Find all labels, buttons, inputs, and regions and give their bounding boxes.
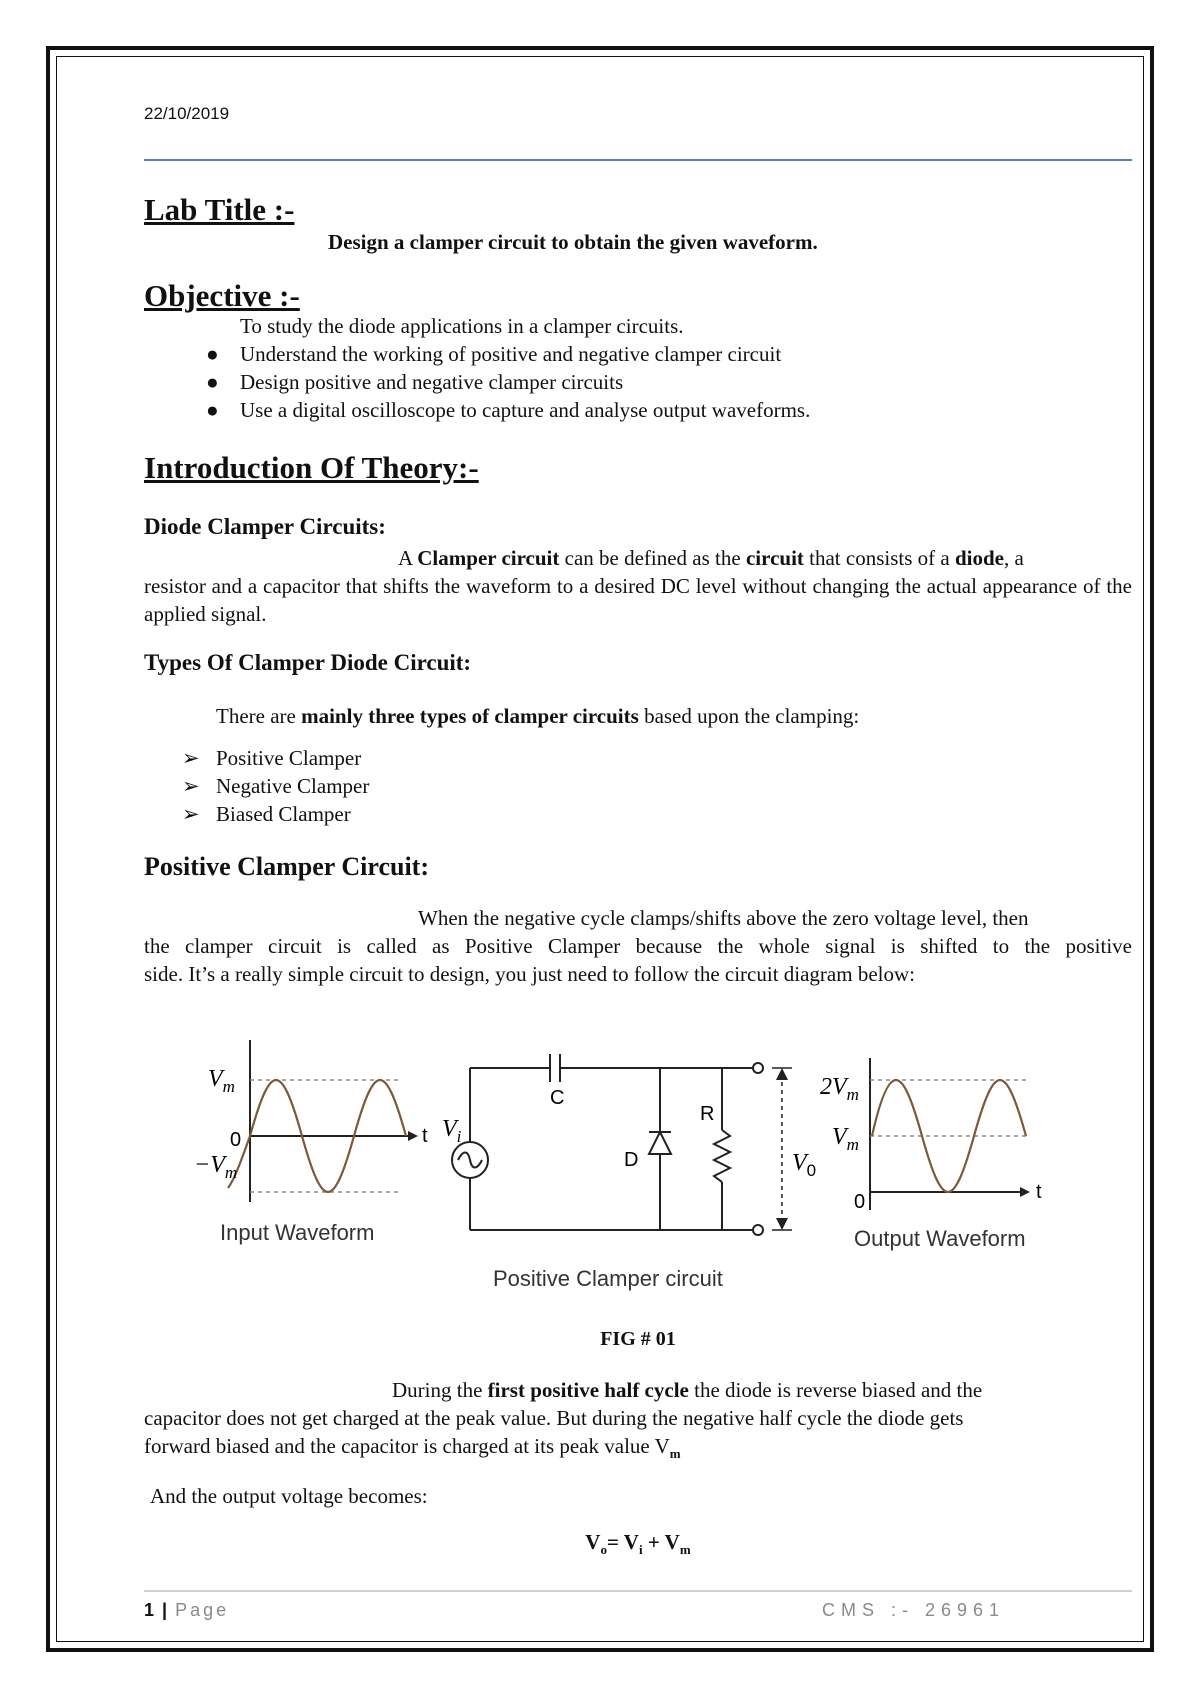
output-equation: $V_o= V_i + V_m$ bbox=[585, 1530, 691, 1558]
capacitor-label: C bbox=[550, 1087, 565, 1109]
operation-line3: forward biased and the capacitor is charged at its peak value $V_m$ bbox=[144, 1434, 681, 1462]
output-zero-label: 0 bbox=[854, 1191, 866, 1213]
objective-heading: Objective :- bbox=[144, 278, 300, 313]
output-t-label: t bbox=[1036, 1181, 1042, 1203]
bullet-icon: ● bbox=[206, 342, 219, 366]
objective-item: ● Understand the working of positive and negative clamper circuit bbox=[206, 342, 782, 366]
input-waveform-label: Input Waveform bbox=[220, 1220, 375, 1245]
clamper-circuit bbox=[452, 1054, 792, 1235]
types-intro: There are mainly three types of clamper circuits based upon the clamping: bbox=[216, 704, 860, 728]
header-rule bbox=[144, 159, 1132, 161]
types-item: ➢ Biased Clamper bbox=[182, 802, 351, 826]
circuit-label: Positive Clamper circuit bbox=[493, 1266, 723, 1291]
diode-label: D bbox=[624, 1149, 639, 1171]
vi-label: $V_i$ bbox=[442, 1116, 462, 1146]
positive-clamper-figure bbox=[180, 1040, 1080, 1300]
operation-line2: capacitor does not get charged at the peak value. But during the negative half cycle the diode gets bbox=[144, 1406, 964, 1430]
footer-rule bbox=[144, 1590, 1132, 1592]
input-t-label: t bbox=[422, 1125, 428, 1147]
output-waveform-graph bbox=[870, 1058, 1030, 1210]
arrow-bullet-icon: ➢ bbox=[182, 802, 200, 826]
positive-clamper-heading: Positive Clamper Circuit: bbox=[144, 852, 429, 881]
footer-page: 1 | Page bbox=[144, 1600, 230, 1620]
positive-line2: the clamper circuit is called as Positive Clamper because the whole signal is shifted to the positive bbox=[144, 934, 1132, 958]
types-item: ➢ Positive Clamper bbox=[182, 746, 362, 770]
input-neg-vm-label: $-V_m$ bbox=[194, 1152, 238, 1182]
positive-line3: side. It’s a really simple circuit to design, you just need to follow the circuit diagram below: bbox=[144, 962, 915, 986]
theory-para-rest: resistor and a capacitor that shifts the waveform to a desired DC level without changing the actual appearance of the applied signal. bbox=[144, 574, 1132, 626]
footer-cms: CMS :- 26961 bbox=[822, 1600, 1006, 1620]
output-vm-label: $V_m$ bbox=[832, 1124, 859, 1154]
types-list bbox=[182, 744, 370, 828]
resistor-label: R bbox=[700, 1103, 715, 1125]
input-zero-label: 0 bbox=[230, 1129, 242, 1151]
output-waveform-label: Output Waveform bbox=[854, 1226, 1026, 1251]
output-2vm-label: $2V_m$ bbox=[820, 1074, 859, 1104]
arrow-bullet-icon: ➢ bbox=[182, 746, 200, 770]
objective-item: ● Use a digital oscilloscope to capture and analyse output waveforms. bbox=[206, 398, 811, 422]
bullet-icon: ● bbox=[206, 370, 219, 394]
diode-clamper-subheading: Diode Clamper Circuits: bbox=[144, 514, 386, 539]
figure-caption: FIG # 01 bbox=[600, 1328, 676, 1350]
operation-line1: During the first positive half cycle the diode is reverse biased and the bbox=[392, 1378, 983, 1402]
bullet-icon: ● bbox=[206, 398, 219, 422]
theory-heading: Introduction Of Theory:- bbox=[144, 450, 479, 485]
types-item: ➢ Negative Clamper bbox=[182, 774, 370, 798]
types-heading: Types Of Clamper Diode Circuit: bbox=[144, 650, 472, 675]
objective-intro: To study the diode applications in a clamper circuits. bbox=[240, 314, 684, 338]
header-date: 22/10/2019 bbox=[144, 104, 230, 123]
theory-para-line1: A Clamper circuit can be defined as the circuit that consists of a diode, a bbox=[398, 546, 1024, 570]
vo-label: $V_0$ bbox=[792, 1150, 817, 1180]
operation-line4: And the output voltage becomes: bbox=[150, 1484, 428, 1508]
objective-list bbox=[206, 340, 811, 424]
input-vm-label: $V_m$ bbox=[208, 1066, 235, 1096]
input-waveform-graph bbox=[228, 1040, 418, 1202]
lab-title-heading: Lab Title :- bbox=[144, 192, 295, 227]
lab-title-text: Design a clamper circuit to obtain the given waveform. bbox=[328, 230, 818, 254]
objective-item: ● Design positive and negative clamper circuits bbox=[206, 370, 624, 394]
positive-line1: When the negative cycle clamps/shifts above the zero voltage level, then bbox=[418, 906, 1029, 930]
arrow-bullet-icon: ➢ bbox=[182, 774, 200, 798]
